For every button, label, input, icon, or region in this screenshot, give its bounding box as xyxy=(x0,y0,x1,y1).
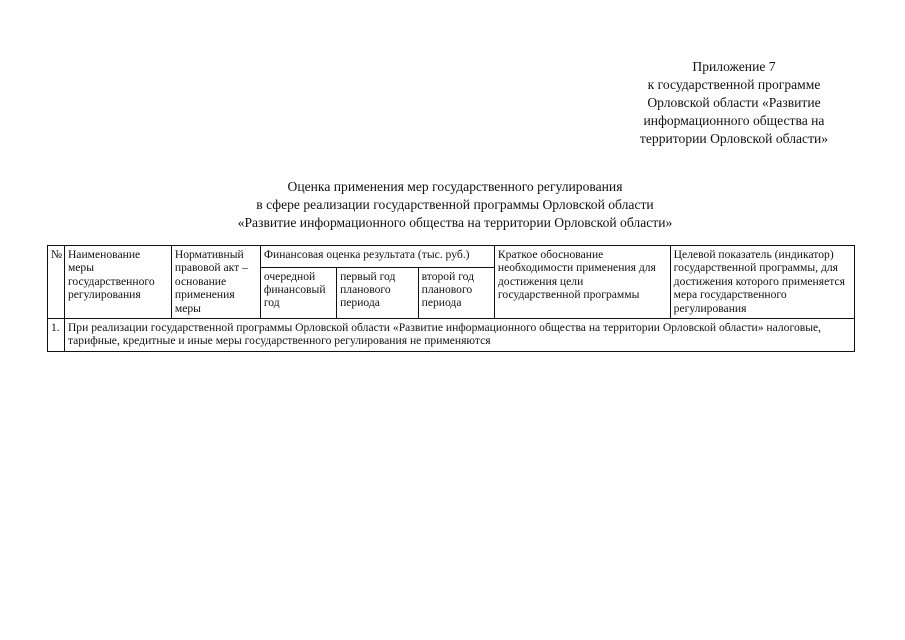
title-line: в сфере реализации государственной программы Орловской области xyxy=(256,197,654,212)
title-line: Оценка применения мер государственного регулирования xyxy=(287,179,623,194)
row-num: 1. xyxy=(48,319,65,352)
header-measure-name: Наименование меры государственного регулирования xyxy=(64,246,171,319)
appendix-line: Орловской области «Развитие xyxy=(647,95,821,110)
header-second-plan-year: второй год планового периода xyxy=(418,267,494,318)
header-current-year: очередной финансовый год xyxy=(260,267,336,318)
table-row xyxy=(48,319,855,352)
regulation-measures-table xyxy=(47,245,855,352)
header-financial-estimate: Финансовая оценка результата (тыс. руб.) xyxy=(260,246,494,268)
appendix-line: территории Орловской области» xyxy=(639,131,829,146)
appendix-line: информационного общества на xyxy=(643,113,825,128)
appendix-line: Приложение 7 xyxy=(692,59,776,74)
row-text: При реализации государственной программы Орловской области «Развитие информационного общества на территории Орловской области» налоговые, тарифные, кредитные и иные меры государственного регулирования не применяются xyxy=(64,319,854,352)
document-title xyxy=(160,178,750,232)
appendix-block xyxy=(590,58,878,148)
header-legal-act: Нормативный правовой акт – основание применения меры xyxy=(171,246,260,319)
header-first-plan-year: первый год планового периода xyxy=(337,267,419,318)
header-num: № xyxy=(48,246,65,319)
appendix-line: к государственной программе xyxy=(647,77,821,92)
header-indicator: Целевой показатель (индикатор) государственной программы, для достижения которого применяется мера государственного регулирования xyxy=(670,246,854,319)
table-header-row xyxy=(48,246,855,268)
header-justification: Краткое обоснование необходимости применения для достижения цели государственной программы xyxy=(494,246,670,319)
title-line: «Развитие информационного общества на территории Орловской области» xyxy=(237,215,673,230)
